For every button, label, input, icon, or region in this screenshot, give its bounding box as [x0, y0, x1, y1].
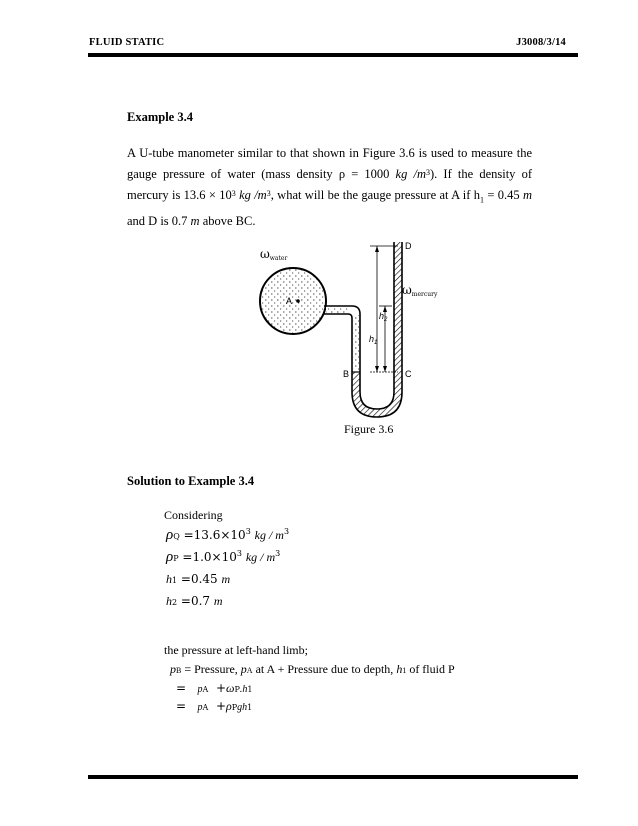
manometer-figure: [240, 232, 440, 428]
label-D: D: [405, 241, 412, 251]
example-title: Example 3.4: [127, 110, 193, 124]
equation-rho-p: $\rho P =1.0\times 10^3$ kg / $m^3$: [166, 549, 281, 565]
label-C: C: [405, 369, 412, 379]
water-vessel: [260, 268, 326, 334]
label-omega-water: ωwater: [260, 247, 288, 262]
pressure-equation-line2: = pA +ωP.h1: [176, 681, 253, 695]
figure-caption: Figure 3.6: [344, 422, 394, 436]
header-rule: [88, 53, 578, 57]
pressure-equation-line3: = pA +ρPgh1: [176, 699, 253, 713]
label-h1: $h_1$: [369, 334, 378, 346]
header-page-code: J3008/3/14: [516, 37, 566, 48]
example-problem-text: A U-tube manometer similar to that shown in Figure 3.6 is used to measure the gauge pressure of water (mass density ρ = 1000 kg $/m^3$). If the density of mercury is $13.6 \times 10^3$ kg $/m^3$, what will be the gauge pressure at A if $h_1 = 0.45$ m and D is 0.7 m above BC.: [127, 146, 532, 228]
considering-label: Considering: [164, 508, 223, 522]
solution-title: Solution to Example 3.4: [127, 474, 255, 488]
header-title: FLUID STATIC: [89, 37, 165, 48]
equation-h1: h1 =0.45 m: [166, 572, 231, 586]
label-h2: $h_2$: [379, 311, 388, 323]
pressure-equation-line1: pB = Pressure, pA at A + Pressure due to depth, h1 of fluid P: [170, 662, 455, 676]
left-limb-text: the pressure at left-hand limb;: [164, 643, 308, 657]
connecting-pipe: [324, 306, 360, 372]
equation-h2: h2 =0.7 m: [166, 594, 223, 608]
label-B: B: [343, 369, 350, 379]
footer-rule: [88, 775, 578, 779]
label-A: A: [286, 296, 293, 306]
label-omega-mercury: ωmercury: [402, 283, 438, 298]
equation-rho-q: $\rho Q =13.6\times 10^3$ kg / $m^3$: [166, 527, 290, 543]
point-A: [296, 299, 300, 303]
